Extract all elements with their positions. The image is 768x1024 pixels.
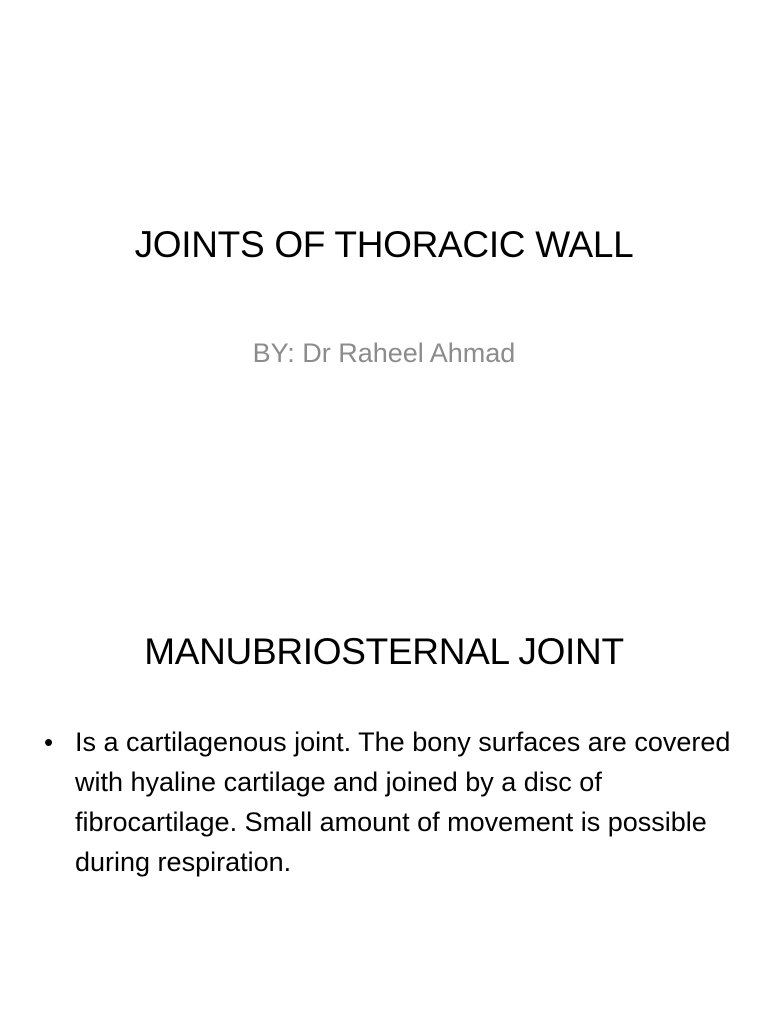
bullet-item [44,722,734,882]
bullet-text: Is a cartilagenous joint. The bony surfaces are covered with hyaline cartilage and joined by a disc of fibrocartilage. Small amount of movement is possible during respiration. [75,727,731,877]
bullet-list [44,722,734,882]
slide-subtitle-author: BY: Dr Raheel Ahmad [252,338,516,368]
slide-title: JOINTS OF THORACIC WALL [134,224,634,265]
bullet-dot-icon: • [44,727,54,757]
content-slide [0,512,768,1024]
slide-title: MANUBRIOSTERNAL JOINT [144,631,624,672]
